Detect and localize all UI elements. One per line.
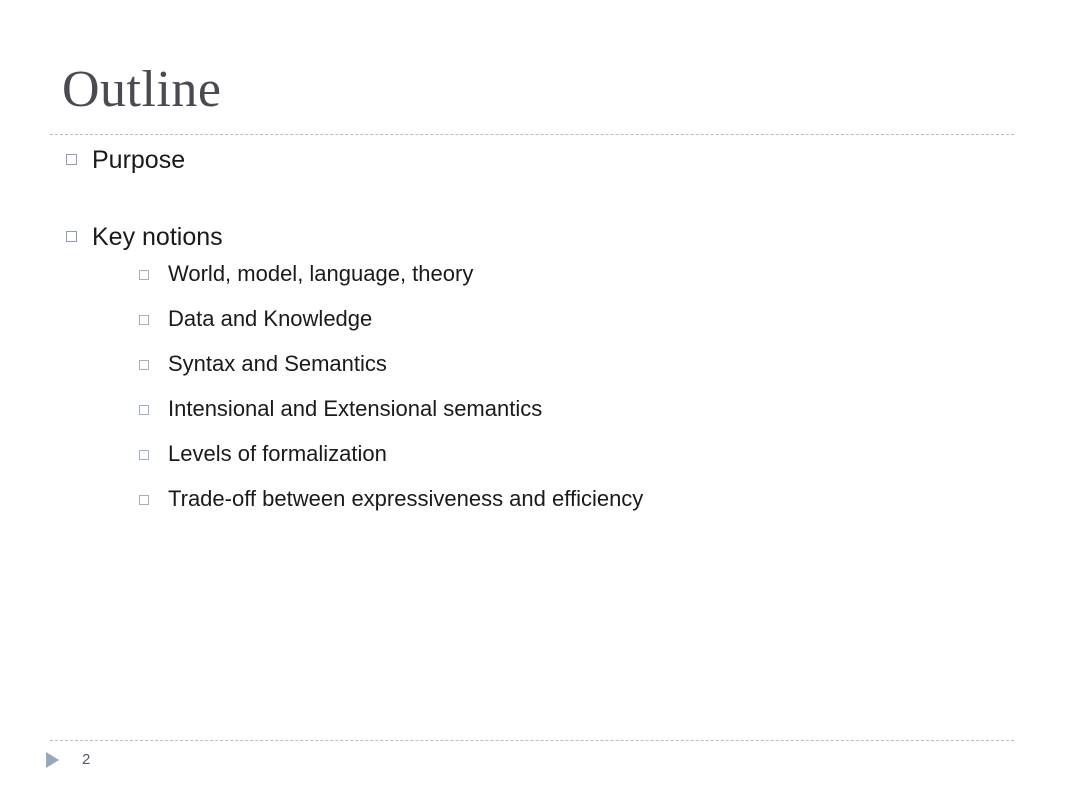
outline-list-level1 (50, 146, 1014, 512)
list-item-label: World, model, language, theory (168, 260, 474, 286)
list-item (50, 223, 1014, 512)
square-bullet-icon (139, 450, 149, 460)
list-item (92, 487, 1014, 511)
list-item (92, 397, 1014, 421)
list-item-label: Key notions (92, 222, 223, 251)
square-bullet-icon (66, 154, 77, 165)
page-number: 2 (82, 751, 91, 768)
list-item (50, 146, 1014, 175)
list-item-label: Trade-off between expressiveness and efficiency (168, 486, 644, 512)
list-item (92, 307, 1014, 331)
list-spacer (50, 175, 1014, 223)
footer-divider (50, 740, 1014, 741)
title-divider (50, 134, 1014, 135)
square-bullet-icon (66, 231, 77, 242)
slide-body (50, 146, 1014, 533)
list-item-label: Syntax and Semantics (168, 350, 387, 376)
list-item-label: Levels of formalization (168, 441, 387, 467)
triangle-marker-icon (46, 752, 59, 768)
list-item (92, 352, 1014, 376)
list-item-label: Purpose (92, 146, 186, 174)
square-bullet-icon (139, 495, 149, 505)
list-item-label: Data and Knowledge (168, 305, 373, 331)
outline-list-level2 (92, 262, 1014, 512)
list-item (92, 262, 1014, 286)
list-item (92, 442, 1014, 466)
square-bullet-icon (139, 360, 149, 370)
square-bullet-icon (139, 405, 149, 415)
page-title: Outline (62, 61, 222, 118)
square-bullet-icon (139, 315, 149, 325)
square-bullet-icon (139, 270, 149, 280)
list-item-label: Intensional and Extensional semantics (168, 396, 543, 422)
